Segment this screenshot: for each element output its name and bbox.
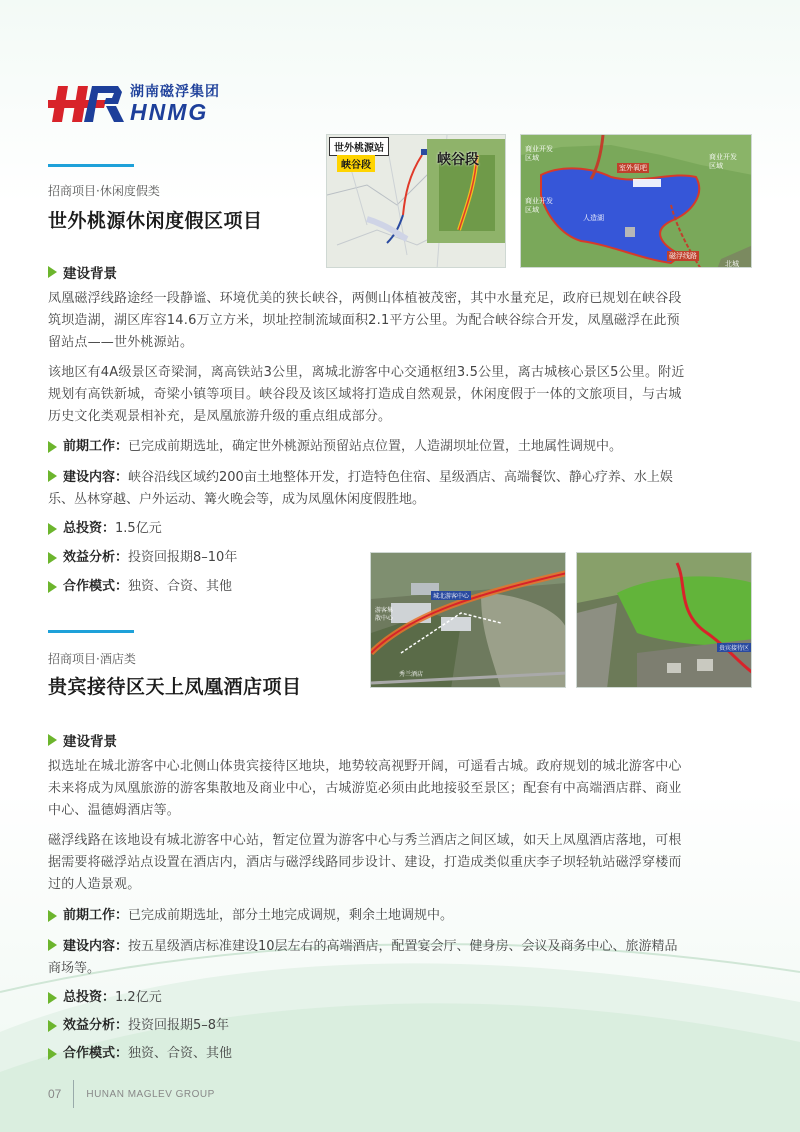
section2-mode-value: 独资、合资、其他 bbox=[128, 1046, 233, 1061]
map2-label-commercial-3: 商业开发区域 bbox=[525, 197, 553, 214]
photo1-label-hotel: 秀兰酒店 bbox=[399, 671, 424, 678]
section1-mode-row bbox=[48, 576, 232, 598]
section1-content-value: 峡谷沿线区域约200亩土地整体开发，打造特色住宿、星级酒店、高端餐饮、静心疗养、水上娱乐、丛林穿越、户外运动、篝火晚会等，成为凤凰休闲度假胜地。 bbox=[48, 470, 673, 507]
section2-background-para1: 拟选址在城北游客中心北侧山体贵宾接待区地块，地势较高视野开阔，可遥看古城。政府规划的城北游客中心未来将成为凤凰旅游的游客集散地及商业中心，古城游览必须由此地接驳至景区；配套有中高端酒店群、商业中心、温德姆酒店等。 bbox=[48, 759, 682, 818]
footer-group-name: HUNAN MAGLEV GROUP bbox=[86, 1088, 215, 1100]
section1-content-label: 建设内容： bbox=[63, 470, 129, 485]
section1-lake-plan bbox=[520, 134, 752, 268]
section1-background-heading bbox=[48, 262, 117, 282]
photo1-label-north-center: 城北游客中心 bbox=[433, 593, 470, 600]
section2-aerial-photo-2 bbox=[576, 552, 752, 688]
map1-label-station: 世外桃源站 bbox=[329, 137, 389, 156]
section2-category: 招商项目·酒店类 bbox=[48, 652, 136, 666]
section2-content-label: 建设内容： bbox=[63, 939, 129, 954]
section1-category: 招商项目·休闲度假类 bbox=[48, 184, 160, 198]
section1-background-para2: 该地区有4A级景区奇梁洞，离高铁站3公里，离城北游客中心交通枢纽3.5公里，离古城核心景区5公里。附近规划有高铁新城，奇梁小镇等项目。峡谷段及该区域将打造成自然观景，休闲度假于一体的文旅项目，与古城历史文化类观景相补充，是凤凰旅游升级的重点组成部分。 bbox=[48, 365, 685, 424]
triangle-bullet-icon bbox=[48, 581, 57, 593]
section1-invest-label: 总投资： bbox=[63, 521, 116, 536]
section1-prework-label: 前期工作： bbox=[63, 439, 129, 454]
section2-mode-row bbox=[48, 1043, 232, 1065]
photo1-label-center: 游客集散中心 bbox=[375, 607, 394, 622]
triangle-bullet-icon bbox=[48, 470, 57, 482]
section2-mode-label: 合作模式： bbox=[63, 1046, 129, 1061]
photo2-label-vip: 贵宾接待区 bbox=[719, 645, 750, 652]
triangle-bullet-icon bbox=[48, 734, 57, 746]
triangle-bullet-icon bbox=[48, 523, 57, 535]
triangle-bullet-icon bbox=[48, 992, 57, 1004]
section2-invest-value: 1.2亿元 bbox=[115, 990, 162, 1005]
section2-aerial-photo-1 bbox=[370, 552, 566, 688]
map2-label-maglev: 磁浮线路 bbox=[669, 252, 697, 260]
map2-label-oxygen-bar: 室外氧吧 bbox=[619, 164, 647, 172]
logo-chinese-name: 湖南磁浮集团 bbox=[130, 84, 220, 100]
section2-invest-row bbox=[48, 987, 162, 1009]
hr-logo-mark-icon bbox=[48, 84, 124, 124]
company-logo bbox=[48, 84, 220, 124]
section2-background-heading bbox=[48, 730, 117, 750]
map1-label-valley-small: 峡谷段 bbox=[337, 155, 375, 172]
map2-label-lake: 人造湖 bbox=[583, 214, 604, 222]
map2-label-north-city: 北城 bbox=[725, 260, 739, 268]
map2-label-commercial-1: 商业开发区域 bbox=[525, 145, 553, 162]
logo-english-name: HNMG bbox=[130, 99, 209, 125]
section1-prework-row bbox=[48, 436, 728, 458]
section1-accent-bar bbox=[48, 164, 134, 167]
section1-content-row bbox=[48, 465, 688, 511]
section1-background-label: 建设背景 bbox=[63, 266, 117, 282]
triangle-bullet-icon bbox=[48, 910, 57, 922]
section1-title: 世外桃源休闲度假区项目 bbox=[48, 210, 263, 232]
triangle-bullet-icon bbox=[48, 939, 57, 951]
section1-background-para1: 凤凰磁浮线路途经一段静谧、环境优美的狭长峡谷，两侧山体植被茂密，其中水量充足，政府已规划在峡谷段筑坝造湖，湖区库容14.6万立方米，坝址控制流域面积2.1平方公里。为配合峡谷综合开发，凤凰磁浮在此预留站点——世外桃源站。 bbox=[48, 291, 682, 350]
section2-background-para2: 磁浮线路在该地设有城北游客中心站，暂定位置为游客中心与秀兰酒店之间区域，如天上凤凰酒店落地，可根据需要将磁浮站点设置在酒店内，酒店与磁浮线路同步设计、建设，打造成类似重庆李子坝轻轨站磁浮穿楼而过的人造景观。 bbox=[48, 833, 682, 892]
section1-benefit-value: 投资回报期8–10年 bbox=[128, 550, 238, 565]
triangle-bullet-icon bbox=[48, 552, 57, 564]
section2-prework-label: 前期工作： bbox=[63, 908, 129, 923]
section2-benefit-label: 效益分析： bbox=[63, 1018, 129, 1033]
map2-label-commercial-2: 商业开发区域 bbox=[709, 153, 737, 170]
triangle-bullet-icon bbox=[48, 1020, 57, 1032]
section2-prework-row bbox=[48, 905, 728, 927]
section2-title: 贵宾接待区天上凤凰酒店项目 bbox=[48, 676, 302, 698]
footer-divider bbox=[73, 1080, 74, 1108]
section1-benefit-label: 效益分析： bbox=[63, 550, 129, 565]
map1-label-valley-large: 峡谷段 bbox=[437, 152, 479, 168]
section2-prework-value: 已完成前期选址，部分土地完成调规，剩余土地调规中。 bbox=[128, 908, 454, 923]
section2-invest-label: 总投资： bbox=[63, 990, 116, 1005]
section1-prework-value: 已完成前期选址，确定世外桃源站预留站点位置，人造湖坝址位置，土地属性调规中。 bbox=[128, 439, 623, 454]
triangle-bullet-icon bbox=[48, 266, 57, 278]
section2-benefit-value: 投资回报期5–8年 bbox=[128, 1018, 230, 1033]
section1-invest-row bbox=[48, 518, 162, 540]
section2-content-value: 按五星级酒店标准建设10层左右的高端酒店，配置宴会厅、健身房、会议及商务中心、旅游精品商场等。 bbox=[48, 939, 678, 976]
section2-content-row bbox=[48, 934, 688, 980]
page-number: 07 bbox=[48, 1087, 62, 1101]
section1-benefit-row bbox=[48, 547, 237, 569]
section1-route-map bbox=[326, 134, 506, 268]
page-footer bbox=[48, 1080, 215, 1108]
section1-mode-value: 独资、合资、其他 bbox=[128, 579, 233, 594]
section2-background-label: 建设背景 bbox=[63, 734, 117, 750]
triangle-bullet-icon bbox=[48, 441, 57, 453]
section2-accent-bar bbox=[48, 630, 134, 633]
triangle-bullet-icon bbox=[48, 1048, 57, 1060]
section1-mode-label: 合作模式： bbox=[63, 579, 129, 594]
section1-invest-value: 1.5亿元 bbox=[115, 521, 162, 536]
section2-benefit-row bbox=[48, 1015, 229, 1037]
